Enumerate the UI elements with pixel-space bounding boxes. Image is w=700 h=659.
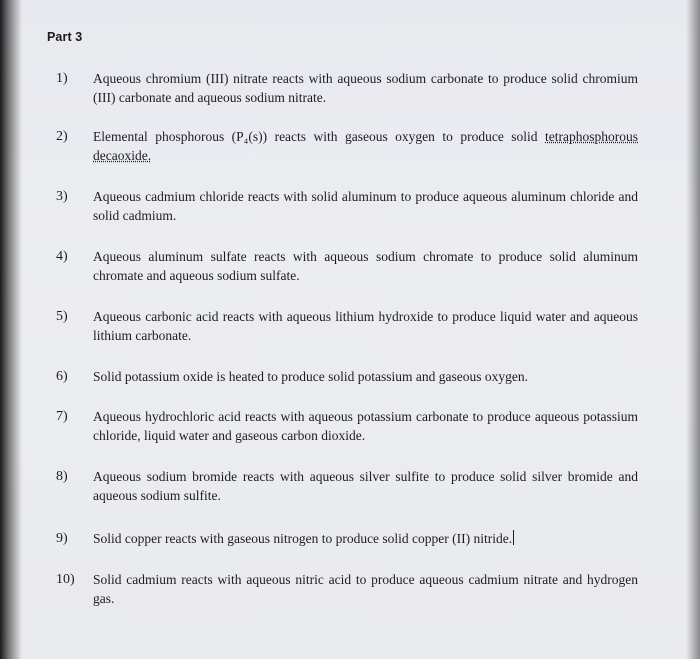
question-text <box>93 128 638 165</box>
part-title: Part 3 <box>47 30 83 44</box>
question-number: 3) <box>56 189 68 204</box>
question-text: Aqueous carbonic acid reacts with aqueous lithium hydroxide to produce liquid water and aqueous lithium carbonate. <box>93 309 638 343</box>
question-number: 5) <box>56 309 68 324</box>
question-number: 4) <box>56 249 68 264</box>
question-text: Solid cadmium reacts with aqueous nitric acid to produce aqueous cadmium nitrate and hydrogen gas. <box>93 572 638 606</box>
question-text: Solid potassium oxide is heated to produce solid potassium and gaseous oxygen. <box>93 369 528 384</box>
question-number: 2) <box>56 129 68 144</box>
question-text: Aqueous chromium (III) nitrate reacts with aqueous sodium carbonate to produce solid chromium (III) carbonate and aqueous sodium nitrate. <box>93 71 638 105</box>
question-text-main: Elemental phosphorous (P₄(s)) reacts with gaseous oxygen to produce solid <box>93 129 546 144</box>
photo-shadow-right <box>686 0 700 659</box>
question-number: 9) <box>56 531 68 546</box>
question-text-underlined: tetraphosphorous decaoxide. <box>93 129 638 163</box>
question-number: 6) <box>56 369 68 384</box>
question-text-main: Solid copper reacts with gaseous nitrogen to produce solid copper (II) nitride. <box>93 531 513 546</box>
text-cursor <box>513 530 514 545</box>
question-text <box>93 530 638 549</box>
photo-shadow-left <box>0 0 22 659</box>
question-number: 1) <box>56 71 68 86</box>
question-number: 10) <box>56 572 75 587</box>
question-number: 8) <box>56 469 68 484</box>
question-text: Aqueous aluminum sulfate reacts with aqueous sodium chromate to produce solid aluminum chromate and aqueous sodium sulfate. <box>93 249 638 283</box>
question-number: 7) <box>56 409 68 424</box>
question-text: Aqueous hydrochloric acid reacts with aqueous potassium carbonate to produce aqueous potassium chloride, liquid water and gaseous carbon dioxide. <box>93 409 638 443</box>
question-text: Aqueous sodium bromide reacts with aqueous silver sulfite to produce solid silver bromide and aqueous sodium sulfite. <box>93 469 638 503</box>
question-text: Aqueous cadmium chloride reacts with solid aluminum to produce aqueous aluminum chloride and solid cadmium. <box>93 189 638 223</box>
